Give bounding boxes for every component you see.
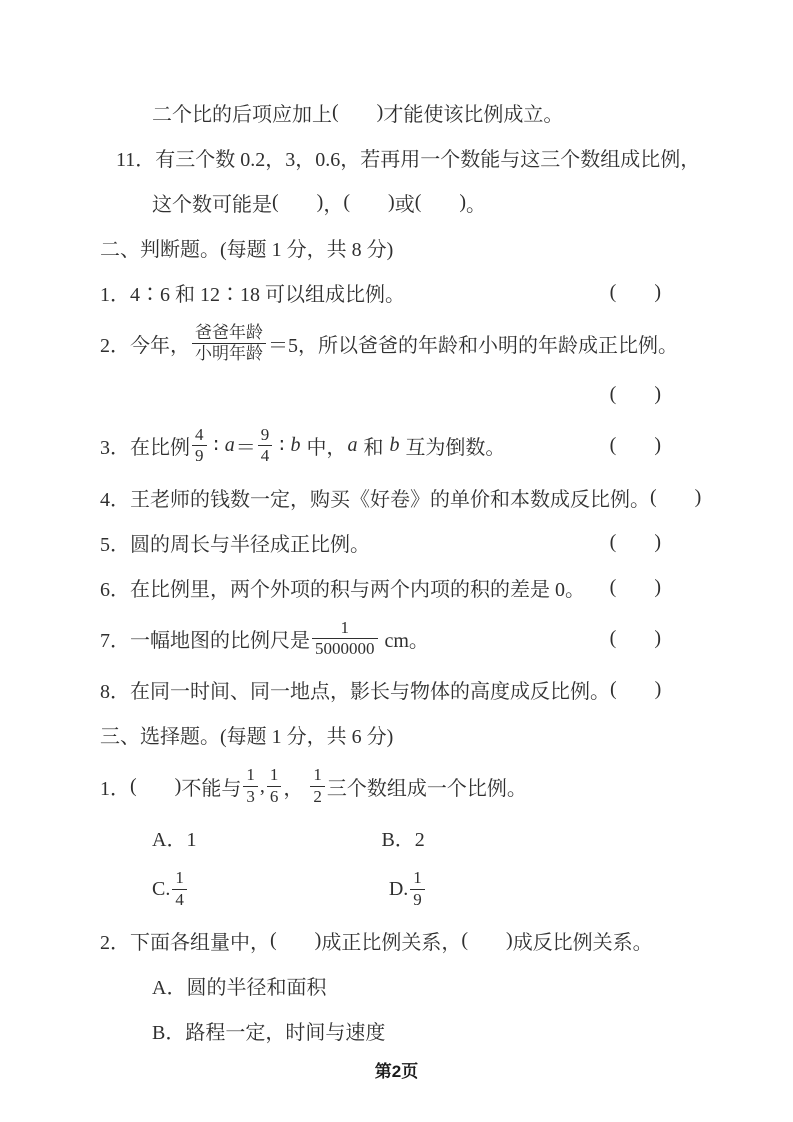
- judge-3: [100, 425, 701, 467]
- fraction-numerator: 1: [313, 765, 322, 785]
- blank-gap: [616, 547, 654, 548]
- answer-blank: ( ): [609, 530, 661, 553]
- line-text: [100, 573, 585, 602]
- text-run: ∶: [208, 435, 224, 458]
- fraction: [192, 323, 266, 365]
- fraction: [410, 868, 425, 910]
- fraction-numerator: 1: [269, 765, 279, 785]
- text-run: 三个数组成一个比例。: [326, 777, 527, 800]
- judge-2: [100, 323, 701, 365]
- text-run: ，: [323, 194, 344, 216]
- blank-gap: [137, 791, 175, 792]
- blank-gap: [350, 207, 388, 208]
- text-run: 才能使该比例成立。: [383, 104, 564, 126]
- fraction-denominator: 3: [243, 786, 258, 807]
- text-run: 2．今年，: [100, 335, 190, 358]
- answer-blank: ( ): [609, 383, 661, 406]
- line-text: [100, 323, 678, 365]
- answer-parens: [610, 383, 661, 406]
- fraction: [310, 765, 325, 807]
- text-run: 1．: [100, 777, 130, 800]
- blank-parens: ( ): [272, 191, 324, 213]
- text-run: ,: [259, 774, 265, 797]
- fraction-numerator: 爸爸年龄: [195, 323, 263, 342]
- fraction-denominator: 小明年龄: [192, 343, 266, 364]
- blank-parens: ( ): [130, 774, 182, 797]
- choice-1-options-cd: [100, 868, 701, 910]
- answer-blank: ( ): [609, 434, 661, 457]
- text-run: ，: [283, 777, 309, 800]
- line-text: [100, 278, 405, 307]
- text-run: cm。: [379, 629, 429, 652]
- blank-gap: [616, 399, 654, 400]
- text-run: 成正比例关系，: [321, 931, 462, 954]
- q11-line2: [100, 188, 701, 217]
- math-variable: a: [347, 434, 358, 457]
- judge-7: [100, 618, 701, 660]
- text-run: 8．在同一时间、同一地点，影长与物体的高度成反比例。: [100, 681, 610, 704]
- choice-2-option-b: [100, 1016, 701, 1045]
- text-run: A．1: [152, 829, 197, 852]
- fraction-denominator: 9: [192, 445, 207, 466]
- text-run: 2．下面各组量中，: [100, 931, 270, 954]
- text-run: ＝5，所以爸爸的年龄和小明的年龄成正比例。: [268, 335, 678, 358]
- text-run: 不能与: [181, 777, 242, 800]
- line-text: [100, 926, 653, 955]
- text-run: 7．一幅地图的比例尺是: [100, 629, 310, 652]
- line-text: [100, 233, 393, 262]
- text-run: 中，: [301, 437, 347, 460]
- fraction-denominator: 6: [267, 786, 282, 807]
- blank-gap: [616, 592, 654, 593]
- text-run: 这个数可能是: [152, 194, 272, 216]
- choice-2: [100, 926, 701, 955]
- text-run: 5．圆的周长与半径成正比例。: [100, 533, 370, 556]
- answer-parens: [610, 281, 661, 304]
- blank-gap: [279, 207, 317, 208]
- answer-parens: [610, 576, 661, 599]
- blank-gap: [339, 117, 377, 118]
- math-variable: b: [389, 434, 400, 457]
- blank-parens: ( ): [414, 191, 467, 213]
- line-text: [100, 675, 661, 704]
- judge-8: [100, 675, 701, 704]
- blank-gap: [277, 945, 315, 946]
- line-text: [100, 765, 527, 807]
- fraction: [243, 765, 258, 807]
- judge-4: [100, 483, 701, 512]
- fraction: [267, 765, 282, 807]
- line-text: [116, 143, 700, 172]
- text-run: B．路程一定，时间与速度: [152, 1021, 386, 1044]
- text-run: 或: [394, 194, 415, 216]
- blank-parens: ( ): [650, 485, 702, 508]
- text-run: 二、判断题。(每题 1 分，共 8 分): [100, 239, 394, 261]
- judge-6: [100, 573, 701, 602]
- blank-parens: ( ): [270, 928, 322, 951]
- page-footer: 第2页: [374, 1062, 419, 1081]
- answer-blank: ( ): [609, 626, 661, 649]
- column-spacer: [196, 837, 381, 838]
- line-text: [100, 618, 429, 660]
- blank-gap: [616, 297, 654, 298]
- fraction-numerator: 1: [175, 868, 184, 888]
- blank-gap: [617, 694, 655, 695]
- text-run: 3．在比例: [100, 437, 190, 460]
- fraction-numerator: 1: [246, 765, 255, 785]
- fraction-denominator: 4: [172, 889, 187, 910]
- judge-2-answer: [100, 381, 701, 409]
- text-run: 成反比例关系。: [512, 931, 653, 954]
- answer-parens: [610, 627, 661, 650]
- text-run: 4．王老师的钱数一定，购买《好卷》的单价和本数成反比例。: [100, 488, 650, 511]
- answer-parens: [610, 434, 661, 457]
- math-variable: b: [290, 434, 301, 457]
- blank-parens: ( ): [332, 101, 384, 123]
- judge-5: [100, 528, 701, 557]
- q10-continuation: [100, 98, 701, 127]
- line-text: [152, 98, 563, 127]
- text-run: 互为倒数。: [400, 437, 506, 460]
- fraction-denominator: 2: [310, 786, 325, 807]
- line-text: [152, 971, 326, 1000]
- fraction-numerator: 1: [340, 617, 349, 637]
- fraction: [258, 425, 273, 467]
- blank-parens: ( ): [343, 191, 395, 213]
- text-run: ＝: [235, 437, 256, 460]
- answer-blank: ( ): [609, 281, 661, 303]
- answer-blank: ( ): [609, 575, 661, 598]
- judge-1: [100, 278, 701, 307]
- text-run: D.: [388, 877, 409, 900]
- fraction-numerator: 1: [413, 868, 422, 888]
- fraction: [172, 868, 187, 910]
- fraction-denominator: 5000000: [312, 638, 378, 659]
- line-text: [152, 823, 425, 852]
- line-text: [100, 483, 701, 512]
- section-choice-heading: [100, 720, 701, 749]
- text-run: A．圆的半径和面积: [152, 976, 327, 999]
- blank-gap: [616, 643, 654, 644]
- fraction-numerator: 4: [195, 424, 204, 444]
- text-run: 1．4∶6 和 12∶18 可以组成比例。: [100, 284, 405, 306]
- line-text: [100, 425, 505, 467]
- line-text: [152, 868, 427, 910]
- answer-parens: [610, 531, 661, 554]
- blank-parens: ( ): [461, 928, 513, 951]
- choice-1-options-ab: [100, 823, 701, 852]
- line-text: [152, 188, 486, 217]
- line-text: [100, 720, 393, 749]
- text-run: 。: [466, 194, 487, 216]
- line-text: [100, 528, 370, 557]
- text-run: C.: [152, 877, 171, 900]
- fraction-denominator: 4: [258, 445, 273, 466]
- choice-2-option-a: [100, 971, 701, 1000]
- fraction-denominator: 9: [410, 889, 425, 910]
- section-judge-heading: [100, 233, 701, 262]
- fraction: [312, 618, 378, 660]
- text-run: 三、选择题。(每题 1 分，共 6 分): [100, 726, 394, 749]
- math-variable: a: [224, 434, 235, 457]
- blank-gap: [616, 450, 654, 451]
- blank-gap: [657, 502, 695, 503]
- column-spacer: [189, 889, 389, 890]
- text-run: 6．在比例里，两个外项的积与两个内项的积的差是 0。: [100, 578, 585, 601]
- choice-1: [100, 765, 701, 807]
- text-run: 二个比的后项应加上: [152, 104, 332, 126]
- text-run: ∶: [274, 435, 290, 458]
- fraction-numerator: 9: [260, 424, 270, 444]
- blank-parens: ( ): [610, 678, 662, 701]
- q11-line1: [100, 143, 701, 172]
- text-run: 11．有三个数 0.2，3，0.6，若再用一个数能与这三个数组成比例，: [116, 149, 701, 171]
- fraction: [192, 425, 207, 467]
- blank-gap: [421, 207, 459, 208]
- text-run: B．2: [381, 829, 425, 852]
- text-run: 和: [358, 437, 389, 460]
- blank-gap: [468, 945, 506, 946]
- line-text: [152, 1016, 385, 1045]
